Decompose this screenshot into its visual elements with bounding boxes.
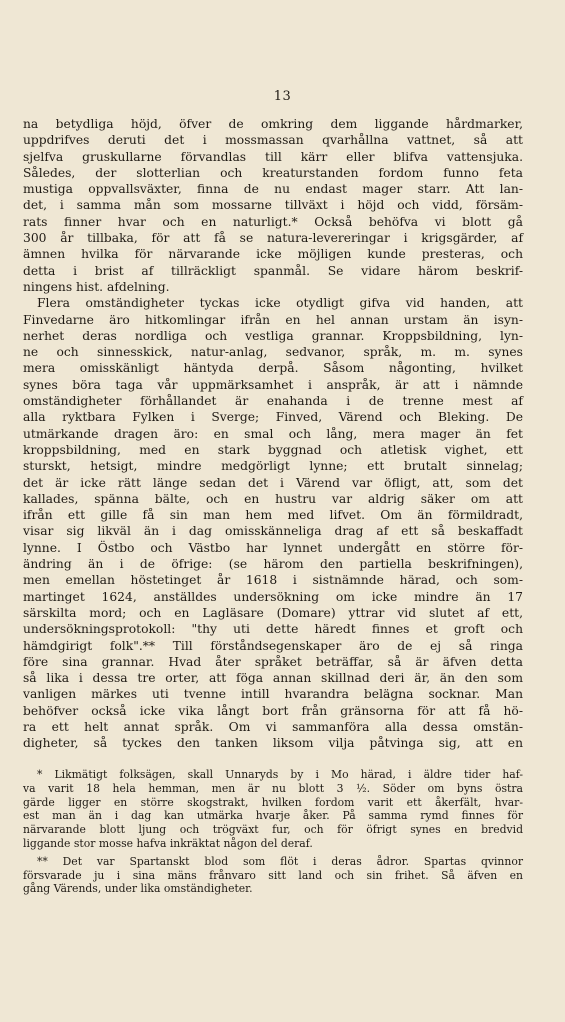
text-line: Flera omständigheter tyckas icke otydligt gifva vid handen, att bbox=[37, 296, 523, 311]
footnote-line: est man än i dag kan utmärka hvarje åker. På samma rymd finnes för bbox=[23, 809, 523, 823]
text-line: hämdgirigt folk".** Till förståndsegenskaper äro de ej så ringa bbox=[23, 638, 523, 653]
paragraph bbox=[23, 116, 523, 295]
text-line: kroppsbildning, med en stark byggnad och atletisk vighet, ett bbox=[23, 442, 523, 457]
text-line: omständigheter förhållandet är enahanda i de trenne mest af bbox=[23, 394, 523, 409]
text-line: kallades, spänna bälte, och en hustru var aldrig säker om att bbox=[23, 491, 523, 506]
footnote-line: va varit 18 hela hemman, men är nu blott 3 ½. Söder om byns östra bbox=[23, 781, 523, 795]
text-line: rats finner hvar och en naturligt.* Också behöfva vi blott gå bbox=[23, 214, 523, 229]
text-line: lynne. I Östbo och Västbo har lynnet undergått en större för- bbox=[23, 540, 523, 555]
text-line: det är icke rätt länge sedan det i Värend var öfligt, att, som det bbox=[23, 475, 523, 490]
text-line: behöfver också icke vika långt bort från gränsorna för att få hö- bbox=[23, 703, 523, 718]
text-line: detta i brist af tillräckligt spanmål. Se vidare härom beskrif- bbox=[23, 263, 523, 278]
text-line: så lika i dessa tre orter, att föga annan skillnad deri är, än den som bbox=[23, 671, 523, 686]
text-line: vanligen märkes uti tvenne intill hvarandra belägna socknar. Man bbox=[23, 687, 523, 702]
text-line: digheter, så tyckes den tanken liksom vilja påtvinga sig, att en bbox=[23, 736, 523, 751]
text-line: ifrån ett gille få sin man hem med lifvet. Om än förmildradt, bbox=[23, 508, 523, 523]
text-line: före sina grannar. Hvad åter språket beträffar, så är äfven detta bbox=[23, 654, 523, 669]
text-line: särskilta mord; och en Lagläsare (Domare) yttrar vid slutet af ett, bbox=[23, 605, 523, 620]
footnote bbox=[23, 855, 523, 896]
text-line: ra ett helt annat språk. Om vi sammanföra alla dessa omstän- bbox=[23, 719, 523, 734]
footnote bbox=[23, 768, 523, 851]
text-line: sjelfva gruskullarne förvandlas till kärr eller blifva vattensjuka. bbox=[23, 149, 523, 164]
text-line: na betydliga höjd, öfver de omkring dem liggande hårdmarker, bbox=[23, 117, 523, 131]
text-line: martinget 1624, anställdes undersökning om icke mindre än 17 bbox=[23, 589, 523, 604]
footnote-line: liggande stor mosse hafva inkräktat någon del deraf. bbox=[23, 836, 313, 850]
footnote-line: närvarande blott ljung och trögväxt fur, och för öfrigt synes en bredvid bbox=[23, 823, 523, 837]
text-line: visar sig likväl än i dag omisskänneliga drag af ett så beskaffadt bbox=[23, 524, 523, 539]
footnotes bbox=[23, 768, 523, 896]
page-number: 13 bbox=[273, 89, 292, 104]
text-line: det, i samma mån som mossarne tillväxt i höjd och vidd, försäm- bbox=[23, 198, 523, 213]
text-line: ne och sinnesskick, natur-anlag, sedvanor, språk, m. m. synes bbox=[23, 345, 523, 360]
text-line: mera omisskänligt häntyda derpå. Såsom någonting, hvilket bbox=[23, 361, 523, 376]
text-line: ändring än i de öfrige: (se härom den partiella beskrifningen), bbox=[23, 557, 523, 572]
body-text bbox=[23, 116, 523, 752]
text-line: Således, der slotterlian och kreaturstanden fordom funno feta bbox=[23, 165, 523, 180]
text-line: men emellan höstetinget år 1618 i sistnämnde härad, och som- bbox=[23, 573, 523, 588]
text-line: 300 år tillbaka, för att få se natura-levereringar i krigsgärder, af bbox=[23, 231, 523, 246]
text-line: ämnen hvilka för närvarande icke möjligen kunde presteras, och bbox=[23, 247, 523, 262]
text-line: synes böra taga vår uppmärksamhet i anspråk, är att i nämnde bbox=[23, 377, 523, 392]
footnote-line: ** Det var Spartanskt blod som flöt i deras ådror. Spartas qvinnor bbox=[37, 854, 523, 868]
text-line: uppdrifves deruti det i mossmassan qvarhållna vattnet, så att bbox=[23, 133, 523, 148]
text-line: Finvedarne äro hitkomlingar ifrån en hel annan urstam än isyn- bbox=[23, 312, 523, 327]
footnote-line: gärde ligger en större skogstrakt, hvilken fordom varit ett åkerfält, hvar- bbox=[23, 795, 523, 809]
footnote-line: försvarade ju i sina mäns frånvaro sitt land och sin frihet. Så äfven en bbox=[23, 868, 523, 882]
paragraph bbox=[23, 295, 523, 751]
text-line: alla ryktbara Fylken i Sverge; Finved, Värend och Bleking. De bbox=[23, 410, 523, 425]
text-line: sturskt, hetsigt, mindre medgörligt lynne; ett brutalt sinnelag; bbox=[23, 459, 523, 474]
footnote-line: gång Värends, under lika omständigheter. bbox=[23, 882, 253, 896]
text-line: mustiga oppvallsväxter, finna de nu endast mager starr. Att lan- bbox=[23, 182, 523, 197]
footnote-line: * Likmätigt folksägen, skall Unnaryds by i Mo härad, i äldre tider haf- bbox=[37, 768, 523, 781]
text-line: utmärkande dragen äro: en smal och lång, mera mager än fet bbox=[23, 426, 523, 441]
text-line: nerhet deras nordliga och vestliga grannar. Kroppsbildning, lyn- bbox=[23, 328, 523, 343]
text-line: ningens hist. afdelning. bbox=[23, 279, 170, 294]
text-line: undersökningsprotokoll: "thy uti dette häredt finnes et groft och bbox=[23, 622, 523, 637]
